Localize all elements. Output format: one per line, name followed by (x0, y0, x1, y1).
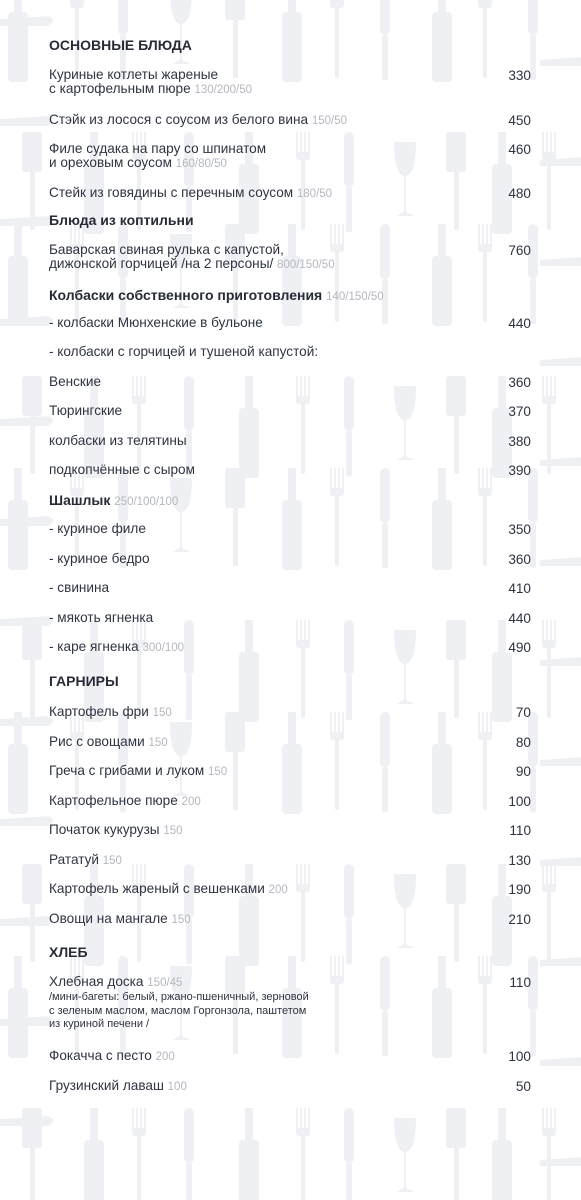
section-smoke: Блюда из коптильни (49, 212, 194, 228)
menu-item-price: 490 (508, 640, 531, 655)
menu-item-name: Рататуй 150 (49, 852, 122, 867)
menu-item-price: 450 (508, 113, 531, 128)
section-garnish: ГАРНИРЫ (49, 673, 119, 689)
menu-item-price: 760 (508, 243, 531, 258)
section-sausages: Колбаски собственного приготовления 140/150/50 (49, 287, 384, 303)
menu-item-price: 130 (508, 853, 531, 868)
menu-item-price: 100 (508, 1049, 531, 1064)
menu-item-price: 440 (508, 316, 531, 331)
menu-item-price: 110 (509, 823, 531, 838)
menu-item-name: Хлебная доска 150/45 (49, 974, 183, 989)
menu-item-description: /мини-багеты: белый, ржано-пшеничный, зерновой с зеленым маслом, маслом Горгонзола, паштетом из куриной печени / (49, 991, 309, 1030)
menu-item-name: Фокачча с песто 200 (49, 1048, 175, 1063)
menu-item-price: 360 (508, 552, 531, 567)
menu-item-name: Рис с овощами 150 (49, 734, 168, 749)
menu-item-name: - колбаски Мюнхенские в бульоне (49, 315, 263, 330)
menu-item-name: подкопчённые с сыром (49, 462, 195, 477)
menu-item-price: 100 (508, 794, 531, 809)
menu-item-price: 50 (515, 1079, 531, 1094)
menu-item-price: 110 (509, 975, 531, 990)
section-shashlik-weight: 250/100/100 (114, 496, 179, 508)
menu-item-name: Стейк из говядины с перечным соусом 180/50 (49, 185, 333, 200)
menu-item-price: 390 (508, 463, 531, 478)
menu-item-price: 440 (508, 611, 531, 626)
menu-item-price: 330 (508, 68, 531, 83)
section-main: ОСНОВНЫЕ БЛЮДА (49, 37, 192, 53)
menu-item-name: колбаски из телятины (49, 433, 187, 448)
menu-item-price: 70 (515, 705, 531, 720)
menu-item-price: 410 (508, 581, 531, 596)
menu-item-name: Куриные котлеты жареные с картофельным пюре 130/200/50 (49, 67, 253, 96)
menu-item-price: 90 (515, 764, 531, 779)
section-bread: ХЛЕБ (49, 944, 88, 960)
section-sausages-weight: 140/150/50 (326, 291, 384, 303)
menu-item-price: 480 (508, 186, 531, 201)
menu-item-price: 460 (508, 142, 531, 157)
menu-item-price: 210 (508, 912, 531, 927)
menu-item-name: - мякоть ягненка (49, 610, 154, 625)
menu-item-name: Греча с грибами и луком 150 (49, 763, 228, 778)
menu-item-price: 370 (508, 404, 531, 419)
menu-item-price: 190 (508, 882, 531, 897)
menu-item-name: Венские (49, 374, 102, 389)
menu-item-name: - колбаски с горчицей и тушеной капустой: (49, 344, 319, 359)
menu-item-name: Картофельное пюре 200 (49, 793, 201, 808)
menu-item-name: - каре ягненка 300/100 (49, 639, 185, 654)
menu-item-price: 80 (515, 735, 531, 750)
menu-item-name: Картофель фри 150 (49, 704, 172, 719)
menu-item-price: 380 (508, 434, 531, 449)
menu-item-name: Тюрингские (49, 403, 123, 418)
menu-item-name: - куриное бедро (49, 551, 150, 566)
menu-item-name: Стэйк из лосося с соусом из белого вина 150/50 (49, 112, 348, 127)
menu-item-name: Филе судака на пару со шпинатом и ореховым соусом 160/80/50 (49, 141, 267, 170)
menu-item-name: - куриное филе (49, 521, 146, 536)
menu-item-name: Початок кукурузы 150 (49, 822, 183, 837)
section-shashlik: Шашлык 250/100/100 (49, 492, 179, 508)
menu-item-name: Баварская свиная рулька с капустой, дижонской горчицей /на 2 персоны/ 800/150/50 (49, 242, 335, 271)
menu-item-price: 360 (508, 375, 531, 390)
menu-item-name: - свинина (49, 580, 110, 595)
menu-item-name: Картофель жареный с вешенками 200 (49, 881, 288, 896)
menu-item-name: Овощи на мангале 150 (49, 911, 191, 926)
menu-item-name: Грузинский лаваш 100 (49, 1078, 187, 1093)
menu-item-price: 350 (508, 522, 531, 537)
